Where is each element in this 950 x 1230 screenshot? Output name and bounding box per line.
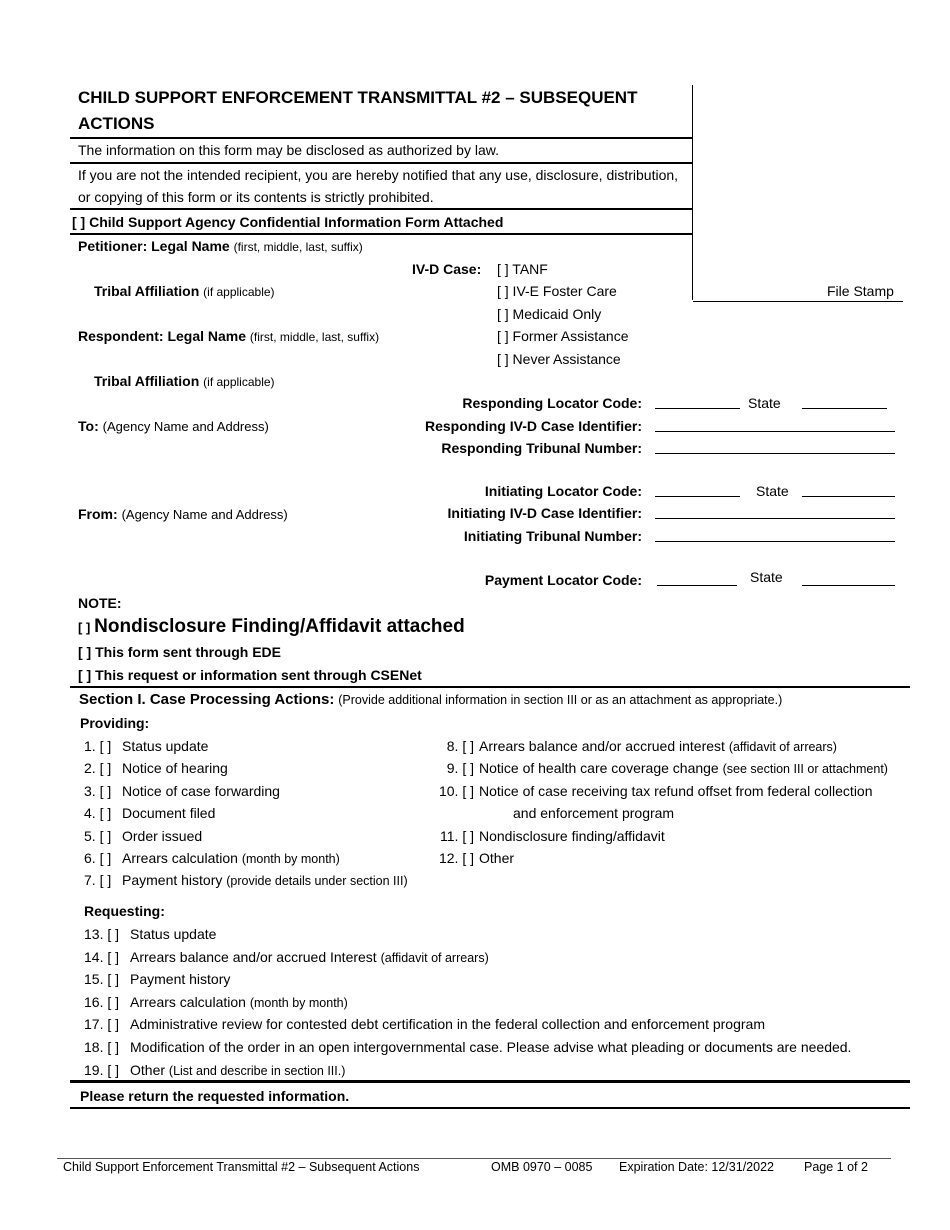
footer-rule bbox=[57, 1158, 891, 1159]
initiating-locator-field[interactable] bbox=[655, 486, 740, 497]
responding-locator-label: Responding Locator Code: bbox=[462, 395, 642, 411]
payment-locator-label: Payment Locator Code: bbox=[484, 572, 642, 588]
initiating-tribunal-field[interactable] bbox=[655, 531, 895, 542]
item-text: Payment history bbox=[130, 971, 231, 988]
item-checkbox[interactable]: 8. [ ] bbox=[446, 738, 474, 754]
item-label bbox=[130, 1062, 345, 1078]
item-label bbox=[122, 805, 215, 821]
from-hint: (Agency Name and Address) bbox=[121, 507, 288, 522]
responding-state-field[interactable] bbox=[802, 398, 887, 409]
item-checkbox[interactable]: 2. [ ] bbox=[84, 760, 112, 777]
confidential-checkbox[interactable]: [ ] Child Support Agency Confidential Information Form Attached bbox=[72, 214, 504, 230]
item-checkbox[interactable]: 10. [ ] bbox=[438, 782, 474, 799]
item-text: Status update bbox=[122, 738, 209, 754]
section1-title: Section I. Case Processing Actions: bbox=[79, 691, 335, 708]
item-checkbox[interactable]: 18. [ ] bbox=[84, 1039, 120, 1055]
item-label bbox=[479, 850, 514, 866]
item-text: Arrears calculation bbox=[122, 850, 238, 866]
item-label bbox=[513, 805, 674, 821]
to-hint: (Agency Name and Address) bbox=[102, 419, 269, 434]
item-hint: (affidavit of arrears) bbox=[728, 740, 837, 754]
item-text: Notice of case receiving tax refund offset from federal collection bbox=[479, 782, 873, 799]
item-label bbox=[130, 1039, 851, 1055]
section-rule bbox=[70, 1080, 910, 1083]
item-hint: (provide details under section III) bbox=[226, 874, 408, 889]
tribal-hint: (if applicable) bbox=[203, 375, 275, 389]
item-text: Nondisclosure finding/affidavit bbox=[479, 827, 665, 844]
item-label bbox=[479, 738, 837, 754]
payment-state-field[interactable] bbox=[802, 575, 895, 586]
item-checkbox[interactable]: 17. [ ] bbox=[84, 1016, 120, 1033]
respondent-hint: (first, middle, last, suffix) bbox=[249, 330, 380, 344]
note-label: NOTE: bbox=[78, 595, 122, 611]
item-text: Order issued bbox=[122, 827, 203, 844]
state-label: State bbox=[750, 569, 783, 585]
item-text: Arrears balance and/or accrued Interest bbox=[130, 948, 377, 965]
rule bbox=[70, 162, 693, 164]
header-divider bbox=[692, 85, 693, 300]
notice-line1: If you are not the intended recipient, you are hereby notified that any use, disclosure, distribution, bbox=[78, 167, 679, 183]
item-label bbox=[130, 994, 348, 1010]
file-stamp-label: File Stamp bbox=[827, 283, 894, 299]
footer-form-name: Child Support Enforcement Transmittal #2 – Subsequent Actions bbox=[63, 1160, 420, 1174]
nondisclosure-label: Nondisclosure Finding/Affidavit attached bbox=[94, 616, 465, 637]
tribal-label: Tribal Affiliation bbox=[94, 283, 200, 299]
payment-locator-field[interactable] bbox=[657, 575, 737, 586]
to-label: To: bbox=[78, 418, 99, 434]
item-text: Arrears calculation bbox=[130, 993, 246, 1010]
item-checkbox[interactable]: 14. [ ] bbox=[84, 948, 120, 965]
footer-page: Page 1 of 2 bbox=[804, 1160, 868, 1174]
item-checkbox[interactable]: 13. [ ] bbox=[84, 926, 120, 942]
ivd-option-foster-care[interactable]: [ ] IV-E Foster Care bbox=[497, 283, 617, 299]
tribal-hint: (if applicable) bbox=[203, 285, 275, 299]
section-rule bbox=[70, 1107, 910, 1109]
item-checkbox[interactable]: 5. [ ] bbox=[84, 827, 112, 844]
nondisclosure-checkbox[interactable]: [ ] bbox=[78, 620, 91, 635]
petitioner-label: Petitioner: Legal Name bbox=[78, 238, 230, 254]
ede-checkbox[interactable]: [ ] This form sent through EDE bbox=[78, 644, 281, 660]
item-hint: (month by month) bbox=[241, 852, 340, 866]
responding-case-label: Responding IV-D Case Identifier: bbox=[424, 418, 642, 434]
item-hint: (month by month) bbox=[249, 995, 348, 1010]
item-label bbox=[122, 872, 408, 888]
initiating-case-label: Initiating IV-D Case Identifier: bbox=[447, 505, 642, 521]
responding-locator-field[interactable] bbox=[655, 398, 740, 409]
item-text: Arrears balance and/or accrued interest bbox=[479, 738, 725, 754]
state-label: State bbox=[756, 483, 789, 499]
disclosure-text: The information on this form may be disclosed as authorized by law. bbox=[78, 142, 499, 158]
rule bbox=[70, 208, 693, 210]
responding-case-field[interactable] bbox=[655, 421, 895, 432]
item-label bbox=[122, 760, 228, 776]
item-checkbox[interactable]: 19. [ ] bbox=[84, 1061, 120, 1078]
ivd-option-tanf[interactable]: [ ] TANF bbox=[497, 261, 548, 277]
item-checkbox[interactable]: 16. [ ] bbox=[84, 993, 120, 1010]
responding-tribunal-field[interactable] bbox=[655, 443, 895, 454]
providing-label: Providing: bbox=[80, 715, 150, 731]
item-label bbox=[122, 850, 340, 866]
item-checkbox[interactable]: 1. [ ] bbox=[84, 738, 112, 754]
ivd-option-former[interactable]: [ ] Former Assistance bbox=[497, 328, 629, 344]
item-text: Document filed bbox=[122, 805, 216, 822]
item-checkbox[interactable]: 15. [ ] bbox=[84, 971, 120, 988]
item-text: Notice of case forwarding bbox=[122, 782, 280, 799]
rule bbox=[70, 233, 693, 235]
item-label bbox=[479, 760, 888, 776]
item-text: Administrative review for contested debt certification in the federal collection and enforcement program bbox=[130, 1016, 765, 1033]
from-label: From: bbox=[78, 506, 118, 522]
item-label bbox=[479, 828, 665, 844]
item-hint: (affidavit of arrears) bbox=[380, 950, 489, 965]
item-text: Other bbox=[130, 1061, 166, 1078]
csenet-checkbox[interactable]: [ ] This request or information sent through CSENet bbox=[78, 667, 422, 683]
item-text: Modification of the order in an open intergovernmental case. Please advise what pleading or documents are needed. bbox=[130, 1039, 852, 1055]
item-label bbox=[122, 738, 208, 754]
return-note: Please return the requested information. bbox=[80, 1088, 350, 1104]
state-label: State bbox=[748, 395, 781, 411]
initiating-locator-label: Initiating Locator Code: bbox=[484, 483, 642, 499]
tribal-label: Tribal Affiliation bbox=[94, 373, 200, 389]
item-hint: (see section III or attachment) bbox=[722, 762, 888, 777]
ivd-option-never[interactable]: [ ] Never Assistance bbox=[497, 351, 621, 367]
item-label bbox=[130, 1016, 765, 1032]
item-text: and enforcement program bbox=[513, 805, 675, 822]
item-checkbox[interactable]: 11. [ ] bbox=[440, 827, 474, 844]
ivd-option-medicaid[interactable]: [ ] Medicaid Only bbox=[497, 306, 602, 322]
form-title-line2: ACTIONS bbox=[78, 114, 155, 133]
initiating-case-field[interactable] bbox=[655, 508, 895, 519]
notice-line2: or copying of this form or its contents is strictly prohibited. bbox=[78, 189, 434, 205]
item-checkbox[interactable]: 3. [ ] bbox=[84, 782, 112, 799]
ivd-label: IV-D Case: bbox=[412, 261, 482, 277]
item-label bbox=[130, 971, 230, 987]
requesting-label: Requesting: bbox=[84, 903, 165, 919]
footer-omb: OMB 0970 – 0085 bbox=[491, 1160, 593, 1174]
rule bbox=[70, 137, 693, 139]
item-text: Status update bbox=[130, 926, 217, 942]
item-label bbox=[130, 949, 489, 965]
item-label bbox=[122, 828, 202, 844]
item-text: Other bbox=[479, 850, 515, 866]
item-checkbox[interactable]: 4. [ ] bbox=[84, 805, 112, 822]
item-checkbox[interactable]: 6. [ ] bbox=[84, 850, 112, 866]
initiating-state-field[interactable] bbox=[802, 486, 895, 497]
item-label bbox=[130, 926, 216, 942]
item-label bbox=[122, 783, 280, 799]
item-checkbox[interactable]: 9. [ ] bbox=[446, 760, 474, 777]
respondent-label: Respondent: Legal Name bbox=[78, 328, 247, 344]
item-checkbox[interactable]: 12. [ ] bbox=[438, 850, 474, 866]
initiating-tribunal-label: Initiating Tribunal Number: bbox=[463, 528, 642, 544]
section-rule bbox=[70, 686, 910, 688]
petitioner-hint: (first, middle, last, suffix) bbox=[233, 240, 363, 254]
footer-expiration: Expiration Date: 12/31/2022 bbox=[619, 1160, 774, 1174]
item-hint: (List and describe in section III.) bbox=[168, 1063, 346, 1078]
item-label bbox=[479, 783, 873, 799]
item-text: Notice of health care coverage change bbox=[479, 760, 719, 777]
item-checkbox[interactable]: 7. [ ] bbox=[84, 872, 112, 889]
form-title-line1: CHILD SUPPORT ENFORCEMENT TRANSMITTAL #2 – SUBSEQUENT bbox=[78, 88, 638, 107]
responding-tribunal-label: Responding Tribunal Number: bbox=[441, 440, 642, 456]
item-text: Payment history bbox=[122, 872, 223, 889]
item-text: Notice of hearing bbox=[122, 760, 228, 777]
file-stamp-line bbox=[693, 301, 903, 302]
section1-hint: (Provide additional information in section III or as an attachment as appropriate.) bbox=[338, 693, 783, 707]
